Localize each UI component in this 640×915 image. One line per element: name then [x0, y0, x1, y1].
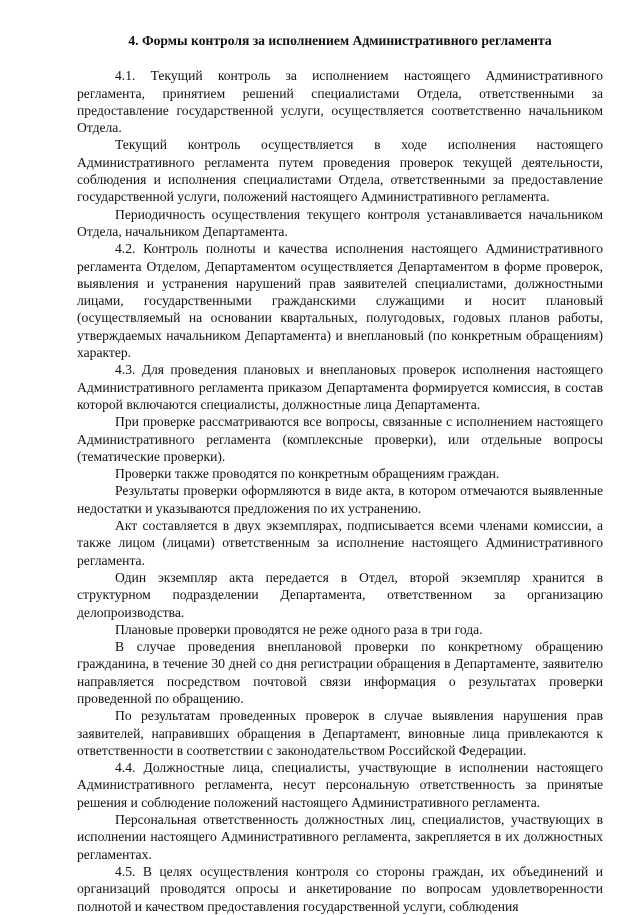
document-page [77, 32, 603, 915]
section-title: 4. Формы контроля за исполнением Административного регламента [128, 33, 552, 48]
paragraph-control-frequency: Периодичность осуществления текущего контроля устанавливается начальником Отдела, начальником Департамента. [77, 206, 603, 239]
paragraph-act-copies: Акт составляется в двух экземплярах, подписывается всеми членами комиссии, а также лицом (лицами) ответственным за исполнение настоящего Административного регламента. [77, 518, 603, 568]
paragraph-current-control: Текущий контроль осуществляется в ходе исполнения настоящего Административного регламента путем проведения проверок текущей деятельности, соблюдения и исполнения специалистами Отдела, ответственными за предоставление государственной услуги, положений настоящего Административного регламента. [77, 137, 603, 205]
paragraph-4-1: 4.1. Текущий контроль за исполнением настоящего Административного регламента, принятием решений специалистами Отдела, ответственными за предоставление государственной услуги, осуществляется соответственно начальником Отдела. [77, 68, 603, 136]
paragraph-act-storage: Один экземпляр акта передается в Отдел, второй экземпляр хранится в структурном подразделении Департамента, ответственном за организацию делопроизводства. [77, 569, 603, 620]
paragraph-citizen-requests: Проверки также проводятся по конкретным обращениям граждан. [115, 466, 500, 482]
paragraph-4-3: 4.3. Для проведения плановых и внеплановых проверок исполнения настоящего Административного регламента приказом Департамента формируется комиссия, в состав которой включаются специалисты, должностные лица Департамента. [77, 362, 603, 412]
paragraph-inspection-results: Результаты проверки оформляются в виде акта, в котором отмечаются выявленные недостатки и указываются предложения по их устранению. [77, 483, 603, 516]
paragraph-planned-frequency: Плановые проверки проводятся не реже одного раза в три года. [115, 621, 483, 637]
paragraph-4-5: 4.5. В целях осуществления контроля со стороны граждан, их объединений и организаций проводятся опросы и анкетирование по вопросам удовлетворенности полнотой и качеством предоставления государственной услуги, соблюдения [77, 863, 603, 914]
paragraph-4-2: 4.2. Контроль полноты и качества исполнения настоящего Административного регламента Отделом, Департаментом осуществляется Департаментом в форме проверок, выявления и устранения нарушений прав заявителей специалистами, должностными лицами, государственными гражданскими служащими и носит плановый (осуществляемый на основании квартальных, полугодовых, годовых планов работы, утверждаемых начальником Департамента) и внеплановый (по конкретным обращениям) характер. [77, 241, 603, 361]
paragraph-liability: По результатам проведенных проверок в случае выявления нарушения прав заявителей, направивших обращения в Департамент, виновные лица привлекаются к ответственности в соответствии с законодательством Российской Федерации. [77, 708, 603, 758]
paragraph-4-4: 4.4. Должностные лица, специалисты, участвующие в исполнении настоящего Административного регламента, несут персональную ответственность за принятые решения и соблюдение положений настоящего Административного регламента. [77, 760, 603, 810]
paragraph-personal-responsibility: Персональная ответственность должностных лиц, специалистов, участвующих в исполнении настоящего Административного регламента, закрепляется в их должностных регламентах. [77, 812, 603, 862]
paragraph-inspection-scope: При проверке рассматриваются все вопросы, связанные с исполнением настоящего Административного регламента (комплексные проверки), или отдельные вопросы (тематические проверки). [77, 414, 603, 464]
paragraph-unscheduled-inspection: В случае проведения внеплановой проверки по конкретному обращению гражданина, в течение 30 дней со дня регистрации обращения в Департаменте, заявителю направляется посредством почтовой связи информация о результатах проверки проведенной по обращению. [77, 639, 603, 706]
